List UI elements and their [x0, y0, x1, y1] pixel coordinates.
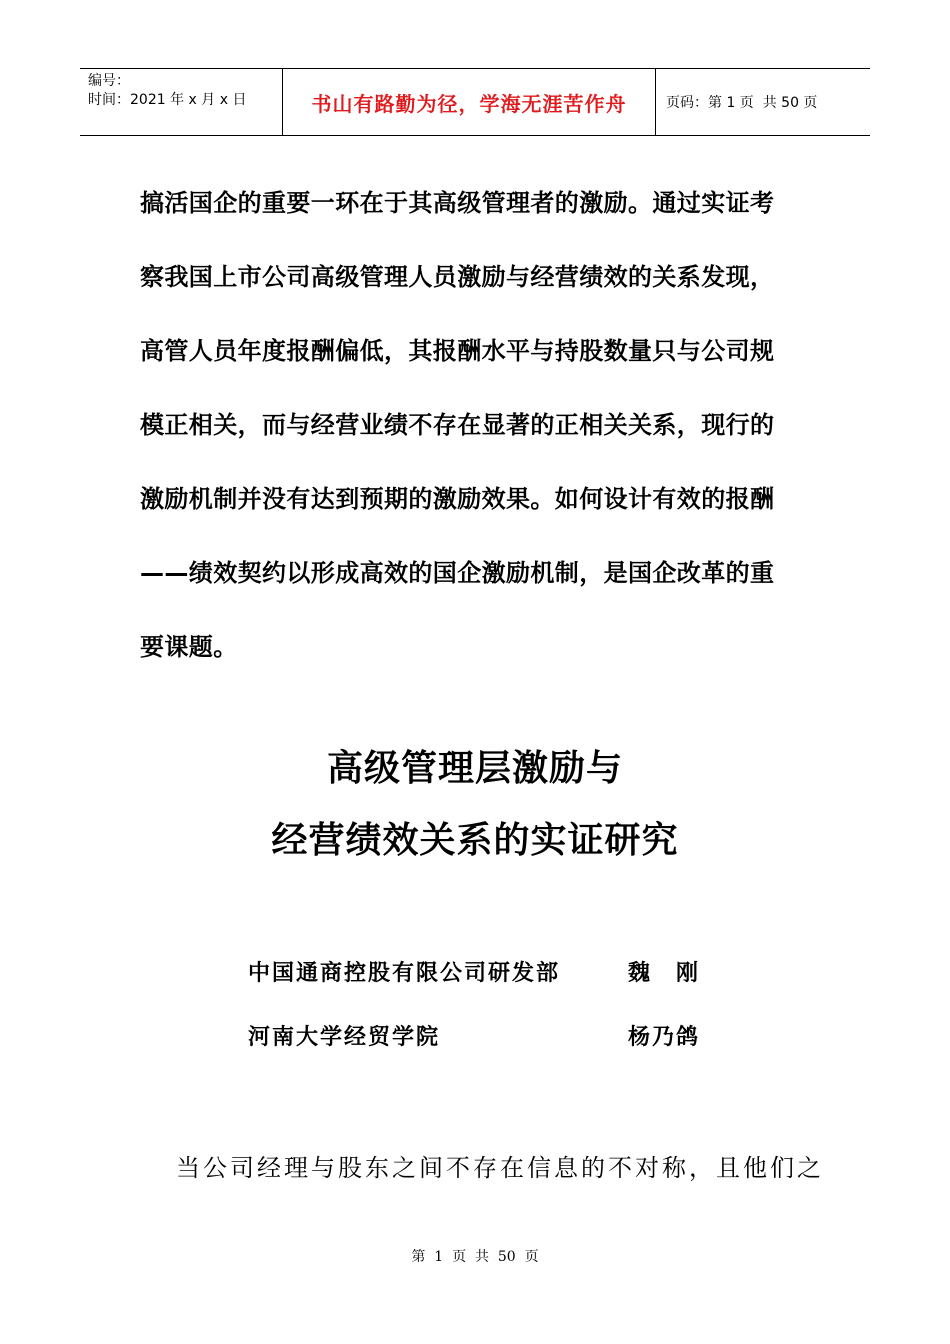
intro-line: 搞活国企的重要一环在于其高级管理者的激励。通过实证考	[140, 189, 775, 217]
page-header	[80, 68, 870, 136]
intro-paragraph	[140, 166, 820, 684]
date-label: 时间：2021 年 x 月 x 日	[88, 92, 247, 108]
intro-line: 高管人员年度报酬偏低，其报酬水平与持股数量只与公司规	[140, 337, 775, 365]
author-row	[248, 1020, 700, 1051]
author-affiliation: 河南大学经贸学院	[248, 1024, 441, 1050]
page-footer: 第 1 页 共 50 页	[411, 1249, 539, 1265]
intro-line: 激励机制并没有达到预期的激励效果。如何设计有效的报酬	[140, 485, 775, 513]
body-paragraph: 当公司经理与股东之间不存在信息的不对称，且他们之	[176, 1154, 824, 1182]
document-title-line-1: 高级管理层激励与	[326, 748, 623, 789]
author-name: 杨乃鸽	[628, 1024, 701, 1050]
intro-line: ——绩效契约以形成高效的国企激励机制，是国企改革的重	[140, 559, 775, 587]
header-motto: 书山有路勤为径，学海无涯苦作舟	[282, 69, 656, 135]
code-label: 编号：	[88, 73, 130, 89]
page-info-text: 页码：第 1 页 共 50 页	[666, 95, 818, 111]
author-row	[248, 956, 700, 987]
author-affiliation: 中国通商控股有限公司研发部	[248, 960, 561, 986]
header-meta	[80, 69, 282, 135]
header-page-info	[656, 69, 870, 135]
intro-line: 模正相关，而与经营业绩不存在显著的正相关关系，现行的	[140, 411, 775, 439]
intro-line: 察我国上市公司高级管理人员激励与经营绩效的关系发现，	[140, 263, 775, 291]
document-title-line-2: 经营绩效关系的实证研究	[271, 820, 679, 861]
author-name: 魏 刚	[628, 960, 701, 986]
intro-line: 要课题。	[140, 633, 238, 661]
